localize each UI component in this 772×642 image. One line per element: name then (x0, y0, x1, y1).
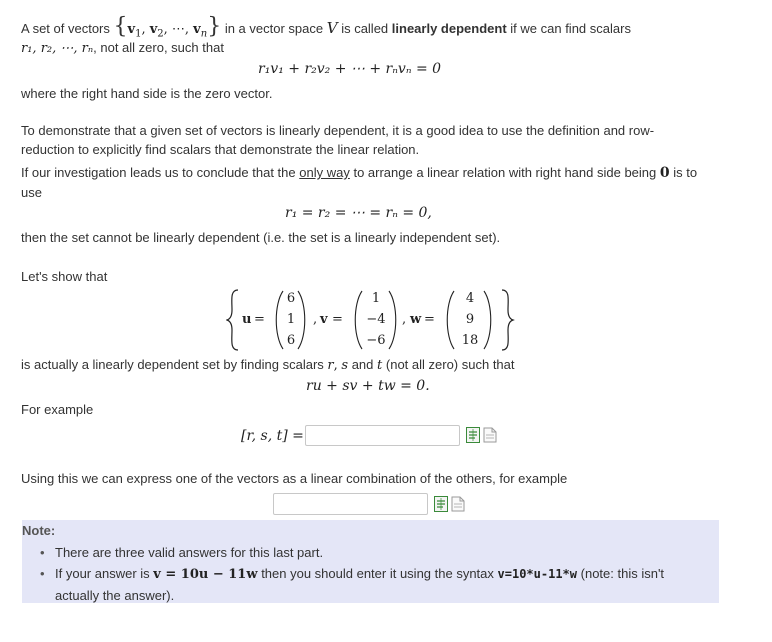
guidance-text-c: is to (673, 165, 698, 180)
vector-space-symbol: V (326, 19, 338, 37)
definition-text-b: in a vector space (224, 21, 324, 36)
definition-line-1: A set of vectors {$v_1$, $v_2$, ⋯, $v_n$} in a vector space V is called linearly dependent if we can find scalars (21, 14, 631, 40)
note-bullet-2-text-d: actually the answer). (55, 588, 175, 603)
linear-combination-input[interactable] (273, 493, 428, 515)
answer-label: [r, s, t] = (241, 428, 304, 444)
scalar-r: r (327, 358, 334, 373)
definition-text-e: , not all zero, such that (93, 40, 224, 55)
problem-intro: Let's show that (21, 269, 108, 284)
vector-set: u = 6 1 6 , v = 1 −4 −6 , w = 4 9 18 (226, 288, 516, 352)
v1-subscript: 1 (135, 28, 142, 40)
scalars-answer-input[interactable] (305, 425, 460, 446)
note-bullet-2-text-c: (note: this isn't (580, 566, 665, 581)
scalars-list: r₁, r₂, ⋯, rₙ (21, 41, 94, 56)
zero-vector-note: where the right hand side is the zero vector. (21, 86, 273, 101)
only-way-emphasis: only way (299, 165, 350, 180)
problem-statement: is actually a linearly dependent set by finding scalars r, s and t (not all zero) such that (21, 357, 515, 373)
v-entry-2: −4 (366, 312, 386, 327)
preview-combination-icon[interactable] (434, 496, 448, 512)
note-bullet-2-text-b: then you should enter it using the syntax (261, 566, 494, 581)
definition-text-d: if we can find scalars (510, 21, 631, 36)
u-entry-3: 6 (286, 333, 296, 348)
note-bullet-2-text-a: If your answer is (55, 566, 150, 581)
v-entry-1: 1 (371, 291, 381, 306)
scalar-t: t (377, 358, 383, 373)
note-bullet-1-text: There are three valid answers for this last part. (55, 545, 324, 560)
combination-prompt: Using this we can express one of the vectors as a linear combination of the others, for example (21, 471, 568, 486)
note-box (22, 520, 719, 603)
scalar-s: s (341, 358, 349, 373)
problem-statement-a: is actually a linearly dependent set by finding scalars (21, 357, 324, 372)
u-entry-1: 6 (286, 291, 296, 306)
ellipsis: ⋯ (171, 22, 185, 37)
guidance-line-3 (21, 165, 697, 181)
help-document-icon[interactable] (483, 427, 497, 443)
example-label: For example (21, 402, 94, 417)
trivial-solution-equation: r₁ = r₂ = ⋯ = rₙ = 0, (285, 205, 432, 221)
note-bullet-1 (22, 542, 712, 563)
note-bullet-2 (22, 563, 712, 606)
vn-subscript: n (200, 28, 208, 40)
note-list (22, 542, 712, 606)
vector-v1: v (127, 22, 136, 37)
example-answer-math: v = 10u − 11w (153, 567, 258, 582)
problem-statement-b: (not all zero) such that (385, 357, 515, 372)
guidance-text-a: If our investigation leads us to conclude that the (21, 165, 296, 180)
u-entry-2: 1 (286, 312, 296, 327)
definition-text-a: A set of vectors (21, 21, 110, 36)
note-title: Note: (22, 523, 56, 538)
vector-u-label: u (242, 312, 252, 327)
guidance-text-b: to arrange a linear relation with right hand side being (353, 165, 657, 180)
preview-answer-icon[interactable] (466, 427, 480, 443)
and-word: and (351, 357, 374, 372)
v2-subscript: 2 (157, 28, 164, 40)
v-entry-3: −6 (366, 333, 386, 348)
guidance-line-5: then the set cannot be linearly dependent (i.e. the set is a linearly independent set). (21, 230, 501, 245)
definition-line-2 (21, 40, 224, 56)
vector-v2: v (149, 22, 158, 37)
w-entry-1: 4 (465, 291, 475, 306)
w-entry-3: 18 (461, 333, 479, 348)
zero-vector-symbol: 0 (659, 165, 670, 181)
vector-w-label: w (410, 312, 422, 327)
set-close-brace: } (207, 14, 222, 39)
definition-text-c: is called (341, 21, 389, 36)
syntax-example: v=10*u-11*w (497, 567, 578, 581)
vector-vn: v (193, 22, 201, 37)
dependence-equation: ru + sv + tw = 0. (306, 378, 430, 394)
vector-v-label: v (320, 312, 328, 327)
w-entry-2: 9 (465, 312, 475, 327)
guidance-line-4: use (21, 185, 42, 200)
set-open-brace: { (113, 14, 128, 39)
guidance-line-1: To demonstrate that a given set of vectors is linearly dependent, it is a good idea to use the definition and row- (21, 123, 655, 138)
guidance-line-2: reduction to explicitly find scalars that demonstrate the linear relation. (21, 142, 420, 157)
linear-relation-equation: r₁v₁ + r₂v₂ + ⋯ + rₙvₙ = 0 (258, 61, 442, 77)
help-document-icon-2[interactable] (451, 496, 465, 512)
linearly-dependent-term: linearly dependent (391, 21, 507, 36)
